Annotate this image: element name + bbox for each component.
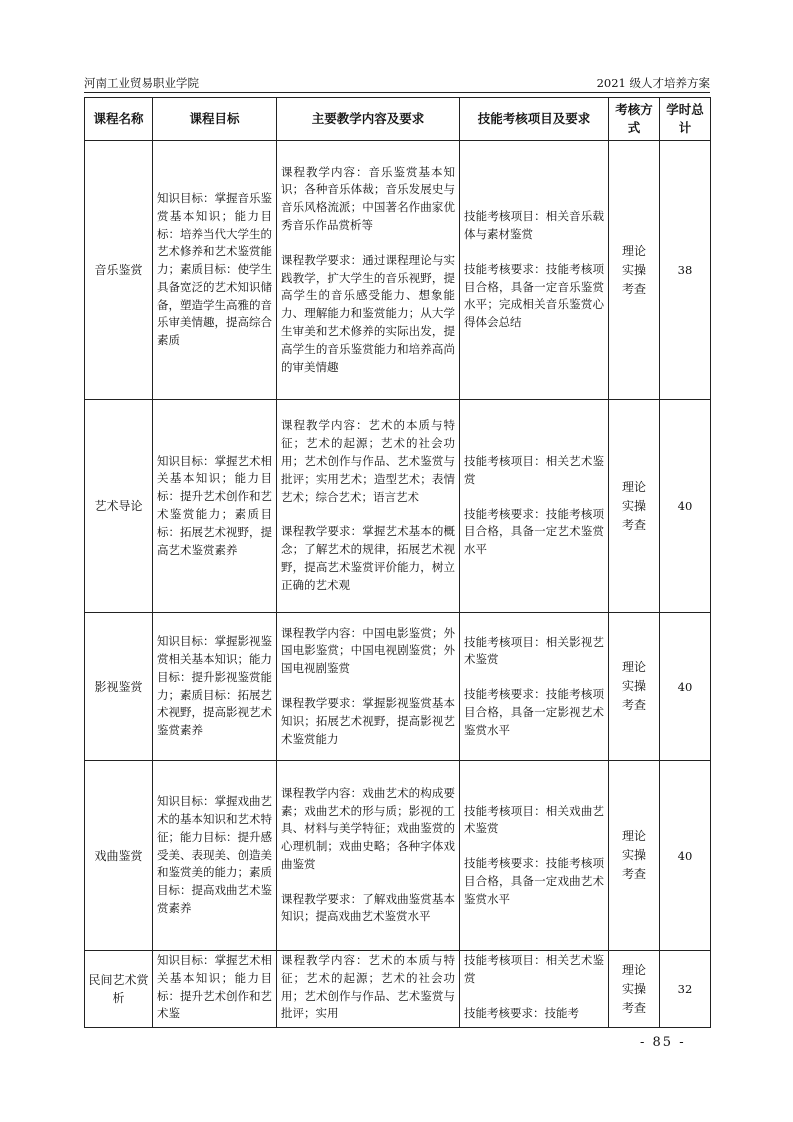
course-name: 民间艺术赏析: [85, 951, 153, 1028]
curriculum-table: [84, 97, 711, 1028]
requirement-section: 课程教学要求：掌握艺术基本的概念；了解艺术的规律，拓展艺术视野，提高艺术鉴赏评价能力，树立正确的艺术观: [281, 524, 455, 592]
plan-title: 2021 级人才培养方案: [596, 76, 710, 90]
column-header-method: 考核方式: [609, 98, 660, 141]
institution-name: 河南工业贸易职业学院: [84, 76, 199, 90]
course-goal: 知识目标：掌握音乐鉴赏基本知识；能力目标：培养当代大学生的艺术修养和艺术鉴赏能力；素质目标：使学生具备宽泛的艺术知识储备，塑造学生高雅的音乐审美情趣，提高综合素质: [153, 141, 277, 400]
table-row: [85, 951, 711, 1028]
table-header-row: [85, 98, 711, 141]
course-goal: 知识目标：掌握戏曲艺术的基本知识和艺术特征；能力目标：提升感受美、表现美、创造美和鉴赏美的能力；素质目标：提高戏曲艺术鉴赏素养: [153, 761, 277, 951]
column-header-course-name: 课程名称: [85, 98, 153, 141]
total-hours: 38: [660, 141, 711, 400]
course-content: [277, 400, 460, 613]
assessment-method: 理论 实操 考查: [609, 613, 660, 761]
skill-requirement: 技能考核要求：技能考核项目合格，具备一定影视艺术鉴赏水平: [464, 687, 604, 737]
skill-assessment: [460, 761, 609, 951]
course-goal: 知识目标：掌握影视鉴赏相关基本知识；能力目标：提升影视鉴赏能力；素质目标：拓展艺术视野，提高影视艺术鉴赏素养: [153, 613, 277, 761]
course-name: 戏曲鉴赏: [85, 761, 153, 951]
content-section: 课程教学内容：戏曲艺术的构成要素；戏曲艺术的形与质；影视的工具、材料与美学特征；戏曲鉴赏的心理机制；戏曲史略；各种字体戏曲鉴赏: [281, 785, 455, 871]
table-row: [85, 141, 711, 400]
course-goal: 知识目标：掌握艺术相关基本知识；能力目标：提升艺术创作和艺术鉴: [153, 951, 277, 1028]
column-header-goal: 课程目标: [153, 98, 277, 141]
course-name: 音乐鉴赏: [85, 141, 153, 400]
course-name: 艺术导论: [85, 400, 153, 613]
content-section: 课程教学内容：音乐鉴赏基本知识；各种音乐体裁；音乐发展史与音乐风格流派；中国著名作曲家优秀音乐作品赏析等: [281, 164, 455, 232]
total-hours: 32: [660, 951, 711, 1028]
skill-requirement: 技能考核要求：技能考核项目合格，具备一定戏曲艺术鉴赏水平: [464, 856, 604, 906]
skill-requirement: 技能考核要求：技能考: [464, 1005, 579, 1020]
skill-project: 技能考核项目：相关影视艺术鉴赏: [464, 634, 604, 667]
skill-assessment: [460, 141, 609, 400]
page-number: - 85 -: [640, 1035, 686, 1050]
content-section: 课程教学内容：艺术的本质与特征；艺术的起源；艺术的社会功用；艺术创作与作品、艺术鉴赏与批评；实用艺术；造型艺术；表情艺术；综合艺术；语言艺术: [281, 418, 455, 504]
page-header: [84, 72, 710, 93]
skill-project: 技能考核项目：相关音乐载体与素材鉴赏: [464, 209, 604, 241]
assessment-method: 理论 实操 考查: [609, 400, 660, 613]
course-name: 影视鉴赏: [85, 613, 153, 761]
total-hours: 40: [660, 613, 711, 761]
assessment-method: 理论 实操 考查: [609, 951, 660, 1028]
assessment-method: 理论 实操 考查: [609, 761, 660, 951]
course-content: [277, 613, 460, 761]
content-section: 课程教学内容：艺术的本质与特征；艺术的起源；艺术的社会功用；艺术创作与作品、艺术鉴赏与批评；实用: [281, 953, 455, 1021]
skill-assessment: [460, 400, 609, 613]
requirement-section: 课程教学要求：了解戏曲鉴赏基本知识；提高戏曲艺术鉴赏水平: [281, 891, 455, 924]
table-row: [85, 400, 711, 613]
assessment-method: 理论 实操 考查: [609, 141, 660, 400]
skill-requirement: 技能考核要求：技能考核项目合格，具备一定艺术鉴赏水平: [464, 506, 604, 557]
skill-assessment: [460, 613, 609, 761]
skill-project: 技能考核项目：相关艺术鉴赏: [464, 454, 604, 486]
skill-project: 技能考核项目：相关艺术鉴赏: [464, 953, 604, 985]
total-hours: 40: [660, 400, 711, 613]
course-goal: 知识目标：掌握艺术相关基本知识；能力目标：提升艺术创作和艺术鉴赏能力；素质目标：拓展艺术视野，提高艺术鉴赏素养: [153, 400, 277, 613]
content-section: 课程教学内容：中国电影鉴赏；外国电影鉴赏；中国电视剧鉴赏；外国电视剧鉴赏: [281, 625, 455, 676]
column-header-content: 主要教学内容及要求: [277, 98, 460, 141]
skill-project: 技能考核项目：相关戏曲艺术鉴赏: [464, 803, 604, 836]
total-hours: 40: [660, 761, 711, 951]
table-row: [85, 761, 711, 951]
table-row: [85, 613, 711, 761]
column-header-skill: 技能考核项目及要求: [460, 98, 609, 141]
course-content: [277, 141, 460, 400]
skill-requirement: 技能考核要求：技能考核项目合格，具备一定音乐鉴赏水平；完成相关音乐鉴赏心得体会总结: [464, 261, 604, 330]
requirement-section: 课程教学要求：通过课程理论与实践教学，扩大学生的音乐视野，提高学生的音乐感受能力、想象能力、理解能力和鉴赏能力；从大学生审美和艺术修养的实际出发，提高学生的音乐鉴赏能力和培养高尚的审美情趣: [281, 252, 455, 374]
column-header-hours: 学时总计: [660, 98, 711, 141]
requirement-section: 课程教学要求：掌握影视鉴赏基本知识；拓展艺术视野，提高影视艺术鉴赏能力: [281, 696, 455, 746]
course-content: [277, 761, 460, 951]
course-content: [277, 951, 460, 1028]
skill-assessment: [460, 951, 609, 1028]
